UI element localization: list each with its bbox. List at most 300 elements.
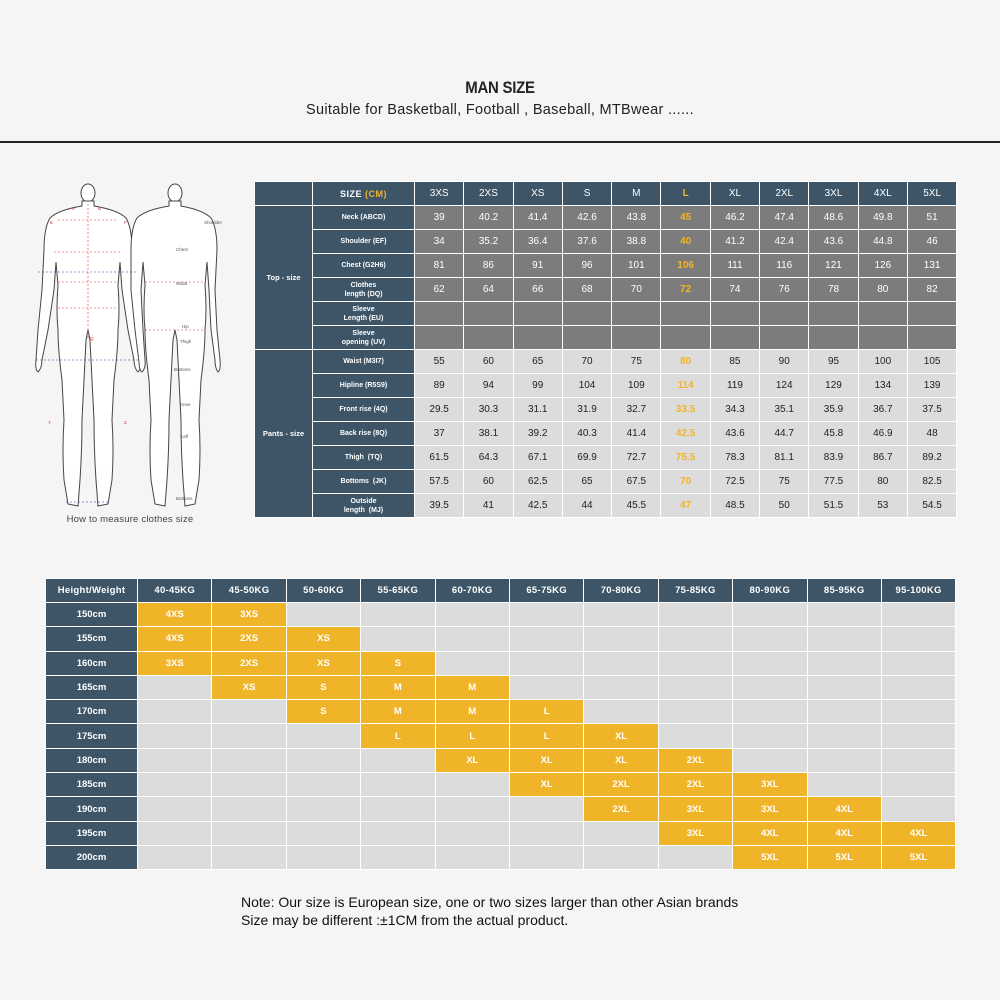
recommended-size-cell — [435, 627, 509, 651]
recommended-size-cell: 4XL — [881, 821, 955, 845]
recommended-size-cell — [361, 797, 435, 821]
measurement-value — [562, 326, 611, 350]
measurement-value: 134 — [858, 374, 907, 398]
measurement-value: 91 — [513, 254, 562, 278]
measurement-label: Chest (G2H6) — [313, 254, 415, 278]
measurement-value: 32.7 — [612, 398, 661, 422]
size-column-header: XL — [710, 182, 759, 206]
measurement-value — [415, 326, 464, 350]
height-row-header: 185cm — [46, 773, 138, 797]
recommended-size-cell — [733, 651, 807, 675]
measurement-value: 36.7 — [858, 398, 907, 422]
measurement-value: 42.6 — [562, 206, 611, 230]
measurement-value — [612, 302, 661, 326]
measurement-value: 65 — [513, 350, 562, 374]
svg-text:B: B — [98, 206, 102, 211]
measurement-value — [464, 302, 513, 326]
recommended-size-cell — [584, 651, 658, 675]
hw-table-row — [46, 724, 956, 748]
measurement-value: 114 — [661, 374, 710, 398]
measurement-label: Clothes length (DQ) — [313, 278, 415, 302]
recommended-size-cell — [881, 700, 955, 724]
recommended-size-cell — [881, 675, 955, 699]
measurement-label: Sleeve opening (UV) — [313, 326, 415, 350]
measurement-value: 43.6 — [710, 422, 759, 446]
recommended-size-cell — [212, 748, 286, 772]
svg-text:Shoulder: Shoulder — [204, 220, 223, 225]
weight-column-header: 75-85KG — [658, 579, 732, 603]
recommended-size-cell: XL — [584, 724, 658, 748]
measurement-value: 39.5 — [415, 494, 464, 518]
measurement-value: 72.7 — [612, 446, 661, 470]
measurement-value: 126 — [858, 254, 907, 278]
measurement-value: 57.5 — [415, 470, 464, 494]
recommended-size-cell — [584, 603, 658, 627]
svg-text:A: A — [72, 206, 76, 211]
measurement-value: 45.8 — [809, 422, 858, 446]
recommended-size-cell — [361, 821, 435, 845]
recommended-size-cell — [658, 724, 732, 748]
measurement-value: 40 — [661, 230, 710, 254]
recommended-size-cell: M — [435, 675, 509, 699]
measurement-value: 47 — [661, 494, 710, 518]
note-line-2: Size may be different :±1CM from the actual product. — [241, 912, 569, 928]
measurement-value: 46.9 — [858, 422, 907, 446]
recommended-size-cell — [286, 603, 360, 627]
recommended-size-cell — [658, 651, 732, 675]
recommended-size-cell — [286, 797, 360, 821]
svg-text:E: E — [50, 220, 54, 225]
recommended-size-cell: 4XS — [138, 627, 212, 651]
measurement-value: 50 — [760, 494, 809, 518]
recommended-size-cell: XL — [509, 748, 583, 772]
recommended-size-cell — [733, 724, 807, 748]
recommended-size-cell: L — [509, 700, 583, 724]
measurement-value: 75.5 — [661, 446, 710, 470]
measurement-value: 78.3 — [710, 446, 759, 470]
size-table-row — [255, 494, 957, 518]
size-header-label — [313, 182, 415, 206]
recommended-size-cell: L — [361, 724, 435, 748]
measurement-value: 95 — [809, 350, 858, 374]
measurement-value: 42.5 — [513, 494, 562, 518]
size-group-label: Top - size — [255, 206, 313, 350]
measurement-value: 89.2 — [907, 446, 956, 470]
measurement-value: 42.5 — [661, 422, 710, 446]
measurement-value: 42.4 — [760, 230, 809, 254]
measurement-label: Shoulder (EF) — [313, 230, 415, 254]
measurement-value — [907, 302, 956, 326]
measurement-value: 33.5 — [661, 398, 710, 422]
recommended-size-cell: XL — [509, 773, 583, 797]
recommended-size-cell — [881, 651, 955, 675]
recommended-size-cell: 3XS — [212, 603, 286, 627]
measurement-value: 48.6 — [809, 206, 858, 230]
measurement-value: 76 — [760, 278, 809, 302]
measurement-value: 51.5 — [809, 494, 858, 518]
recommended-size-cell: 2XS — [212, 627, 286, 651]
measurement-label: Sleeve Length (EU) — [313, 302, 415, 326]
recommended-size-cell: 4XL — [733, 821, 807, 845]
recommended-size-cell — [286, 821, 360, 845]
recommended-size-cell — [138, 748, 212, 772]
measurement-value: 111 — [710, 254, 759, 278]
recommended-size-cell: 2XL — [584, 773, 658, 797]
divider — [0, 141, 1000, 143]
size-column-header: 4XL — [858, 182, 907, 206]
recommended-size-cell — [807, 651, 881, 675]
measurement-value: 45 — [661, 206, 710, 230]
recommended-size-cell — [138, 773, 212, 797]
measurement-value: 124 — [760, 374, 809, 398]
measurement-value: 86.7 — [858, 446, 907, 470]
recommended-size-cell: M — [361, 675, 435, 699]
recommended-size-cell — [807, 627, 881, 651]
measurement-value: 60 — [464, 470, 513, 494]
recommended-size-cell — [212, 700, 286, 724]
measurement-value: 38.8 — [612, 230, 661, 254]
hw-corner-label: Height/Weight — [46, 579, 138, 603]
size-column-header: M — [612, 182, 661, 206]
hw-table-row — [46, 748, 956, 772]
measurement-value: 51 — [907, 206, 956, 230]
measurement-value: 121 — [809, 254, 858, 278]
measurement-value: 70 — [661, 470, 710, 494]
size-table-row — [255, 326, 957, 350]
measurement-value: 75 — [612, 350, 661, 374]
svg-text:Calf: Calf — [180, 434, 189, 439]
recommended-size-cell — [807, 724, 881, 748]
recommended-size-cell — [733, 675, 807, 699]
measurement-value: 48.5 — [710, 494, 759, 518]
measurement-value: 46.2 — [710, 206, 759, 230]
size-table-row — [255, 206, 957, 230]
recommended-size-cell — [881, 797, 955, 821]
recommended-size-cell — [881, 773, 955, 797]
height-row-header: 200cm — [46, 845, 138, 869]
recommended-size-cell — [807, 603, 881, 627]
size-table-row — [255, 374, 957, 398]
svg-text:Bottoms: Bottoms — [176, 496, 193, 501]
note-line-1: Note: Our size is European size, one or two sizes larger than other Asian brands — [241, 894, 739, 910]
svg-text:Thigh: Thigh — [180, 339, 192, 344]
measurement-value: 36.4 — [513, 230, 562, 254]
height-row-header: 175cm — [46, 724, 138, 748]
measurement-value: 49.8 — [858, 206, 907, 230]
hw-table-row — [46, 821, 956, 845]
measurement-value: 80 — [661, 350, 710, 374]
hw-table-row — [46, 797, 956, 821]
size-table-row — [255, 254, 957, 278]
measurement-value: 37.6 — [562, 230, 611, 254]
hw-table-row — [46, 651, 956, 675]
measurement-value — [710, 302, 759, 326]
weight-column-header: 40-45KG — [138, 579, 212, 603]
measurement-value: 44 — [562, 494, 611, 518]
measurement-label: Neck (ABCD) — [313, 206, 415, 230]
svg-text:Y: Y — [48, 420, 52, 425]
recommended-size-cell — [212, 797, 286, 821]
page-title: MAN SIZE — [465, 78, 535, 97]
recommended-size-cell — [509, 627, 583, 651]
size-chart-table — [254, 181, 957, 518]
recommended-size-cell: L — [435, 724, 509, 748]
recommended-size-cell — [286, 845, 360, 869]
recommended-size-cell: XS — [286, 627, 360, 651]
measurement-value: 83.9 — [809, 446, 858, 470]
measurement-value — [760, 302, 809, 326]
recommended-size-cell: 4XL — [807, 797, 881, 821]
svg-text:Chest: Chest — [176, 247, 188, 252]
size-table-row — [255, 398, 957, 422]
measurement-value: 37 — [415, 422, 464, 446]
measurement-value: 40.3 — [562, 422, 611, 446]
page-subtitle: Suitable for Basketball, Football , Baseball, MTBwear ...... — [306, 102, 694, 118]
svg-text:Knee: Knee — [180, 402, 191, 407]
measurement-value: 139 — [907, 374, 956, 398]
svg-text:Waist: Waist — [176, 281, 188, 286]
measurement-label: Hipline (R5S9) — [313, 374, 415, 398]
recommended-size-cell: XL — [584, 748, 658, 772]
weight-column-header: 85-95KG — [807, 579, 881, 603]
measurement-value: 39.2 — [513, 422, 562, 446]
recommended-size-cell — [435, 845, 509, 869]
measurement-value: 90 — [760, 350, 809, 374]
measurement-value: 100 — [858, 350, 907, 374]
recommended-size-cell: XS — [286, 651, 360, 675]
weight-column-header: 65-75KG — [509, 579, 583, 603]
recommended-size-cell — [509, 797, 583, 821]
size-group-label: Pants - size — [255, 350, 313, 518]
svg-text:Hip: Hip — [182, 324, 189, 329]
recommended-size-cell — [807, 675, 881, 699]
recommended-size-cell: 2XL — [658, 748, 732, 772]
recommended-size-cell — [584, 627, 658, 651]
measurement-value: 131 — [907, 254, 956, 278]
measurement-value: 78 — [809, 278, 858, 302]
recommended-size-cell — [509, 603, 583, 627]
size-table-corner — [255, 182, 313, 206]
measurement-value: 68 — [562, 278, 611, 302]
size-column-header: 3XS — [415, 182, 464, 206]
measurement-value: 67.5 — [612, 470, 661, 494]
recommended-size-cell — [435, 651, 509, 675]
measurement-value: 81.1 — [760, 446, 809, 470]
measurement-value: 35.1 — [760, 398, 809, 422]
measurement-value: 29.5 — [415, 398, 464, 422]
recommended-size-cell — [286, 773, 360, 797]
recommended-size-cell: 5XL — [881, 845, 955, 869]
height-row-header: 195cm — [46, 821, 138, 845]
recommended-size-cell — [807, 700, 881, 724]
size-table-row — [255, 278, 957, 302]
recommended-size-cell — [658, 627, 732, 651]
measurement-value: 64 — [464, 278, 513, 302]
recommended-size-cell — [361, 773, 435, 797]
recommended-size-cell — [212, 724, 286, 748]
measurement-value: 70 — [562, 350, 611, 374]
measurement-value — [612, 326, 661, 350]
recommended-size-cell — [212, 845, 286, 869]
measurement-value — [661, 302, 710, 326]
measurement-value: 61.5 — [415, 446, 464, 470]
recommended-size-cell: 3XL — [733, 773, 807, 797]
measurement-value — [907, 326, 956, 350]
recommended-size-cell — [286, 748, 360, 772]
measurement-value — [513, 326, 562, 350]
measurement-value: 94 — [464, 374, 513, 398]
recommended-size-cell: 5XL — [807, 845, 881, 869]
size-column-header: 3XL — [809, 182, 858, 206]
measurement-value: 54.5 — [907, 494, 956, 518]
recommended-size-cell — [658, 675, 732, 699]
recommended-size-cell — [138, 845, 212, 869]
recommended-size-cell — [658, 845, 732, 869]
measurement-value: 47.4 — [760, 206, 809, 230]
measurement-value — [513, 302, 562, 326]
recommended-size-cell — [361, 748, 435, 772]
measurement-label: Waist (M3I7) — [313, 350, 415, 374]
measurement-value: 41.4 — [612, 422, 661, 446]
size-column-header: L — [661, 182, 710, 206]
recommended-size-cell: 4XL — [807, 821, 881, 845]
measurement-value: 43.6 — [809, 230, 858, 254]
measurement-value — [415, 302, 464, 326]
weight-column-header: 45-50KG — [212, 579, 286, 603]
measurement-value: 64.3 — [464, 446, 513, 470]
recommended-size-cell — [733, 700, 807, 724]
height-row-header: 170cm — [46, 700, 138, 724]
measurement-value: 82 — [907, 278, 956, 302]
recommended-size-cell: S — [286, 675, 360, 699]
recommended-size-cell — [658, 700, 732, 724]
height-weight-table — [45, 578, 956, 870]
measurement-value: 46 — [907, 230, 956, 254]
recommended-size-cell — [881, 627, 955, 651]
measurement-value: 40.2 — [464, 206, 513, 230]
hw-table-row — [46, 700, 956, 724]
recommended-size-cell: 3XL — [658, 821, 732, 845]
measurement-value — [661, 326, 710, 350]
measurement-value: 80 — [858, 278, 907, 302]
measurement-label: Front rise (4Q) — [313, 398, 415, 422]
size-table-row — [255, 350, 957, 374]
recommended-size-cell — [212, 821, 286, 845]
measurement-value: 62.5 — [513, 470, 562, 494]
measurement-value: 41.4 — [513, 206, 562, 230]
measurement-value: 77.5 — [809, 470, 858, 494]
measurement-value: 66 — [513, 278, 562, 302]
recommended-size-cell: S — [286, 700, 360, 724]
measurement-value: 106 — [661, 254, 710, 278]
recommended-size-cell — [584, 700, 658, 724]
measurement-value: 119 — [710, 374, 759, 398]
recommended-size-cell — [138, 675, 212, 699]
measurement-value: 34 — [415, 230, 464, 254]
measurement-value: 80 — [858, 470, 907, 494]
recommended-size-cell — [286, 724, 360, 748]
measurement-value: 85 — [710, 350, 759, 374]
size-table-row — [255, 302, 957, 326]
measurement-value: 86 — [464, 254, 513, 278]
recommended-size-cell — [733, 603, 807, 627]
recommended-size-cell — [509, 845, 583, 869]
measurement-value: 41.2 — [710, 230, 759, 254]
recommended-size-cell — [138, 797, 212, 821]
measurement-label: Back rise (8Q) — [313, 422, 415, 446]
measurement-value: 48 — [907, 422, 956, 446]
recommended-size-cell: 2XS — [212, 651, 286, 675]
hw-table-row — [46, 845, 956, 869]
recommended-size-cell — [138, 700, 212, 724]
measurement-value: 81 — [415, 254, 464, 278]
recommended-size-cell — [807, 773, 881, 797]
measurement-value: 75 — [760, 470, 809, 494]
size-column-header: 5XL — [907, 182, 956, 206]
measurement-value: 129 — [809, 374, 858, 398]
size-table-row — [255, 470, 957, 494]
measurement-value: 104 — [562, 374, 611, 398]
measurement-value: 35.9 — [809, 398, 858, 422]
measurement-value — [809, 302, 858, 326]
recommended-size-cell: 4XS — [138, 603, 212, 627]
size-table-row — [255, 230, 957, 254]
measurement-value: 35.2 — [464, 230, 513, 254]
recommended-size-cell: 3XL — [658, 797, 732, 821]
measurement-value: 69.9 — [562, 446, 611, 470]
recommended-size-cell — [509, 675, 583, 699]
measurement-value: 44.8 — [858, 230, 907, 254]
measurement-value: 116 — [760, 254, 809, 278]
recommended-size-cell — [435, 797, 509, 821]
measurement-value: 44.7 — [760, 422, 809, 446]
height-row-header: 180cm — [46, 748, 138, 772]
measurement-value: 82.5 — [907, 470, 956, 494]
size-unit: (CM) — [365, 188, 388, 199]
height-row-header: 155cm — [46, 627, 138, 651]
measurement-value — [710, 326, 759, 350]
weight-column-header: 95-100KG — [881, 579, 955, 603]
height-row-header: 160cm — [46, 651, 138, 675]
recommended-size-cell — [435, 603, 509, 627]
measurement-value: 30.3 — [464, 398, 513, 422]
recommended-size-cell — [138, 724, 212, 748]
measurement-value: 101 — [612, 254, 661, 278]
measurement-value: 99 — [513, 374, 562, 398]
recommended-size-cell — [435, 773, 509, 797]
size-note — [241, 893, 738, 929]
measurement-label: Thigh (TQ) — [313, 446, 415, 470]
size-column-header: 2XS — [464, 182, 513, 206]
measurement-label: Bottoms (JK) — [313, 470, 415, 494]
weight-column-header: 50-60KG — [286, 579, 360, 603]
measurement-label: Outside length (MJ) — [313, 494, 415, 518]
measurement-value: 74 — [710, 278, 759, 302]
measurement-value: 38.1 — [464, 422, 513, 446]
measurement-value: 62 — [415, 278, 464, 302]
recommended-size-cell — [881, 748, 955, 772]
measurement-value — [464, 326, 513, 350]
hw-table-row — [46, 675, 956, 699]
weight-column-header: 55-65KG — [361, 579, 435, 603]
recommended-size-cell: L — [509, 724, 583, 748]
size-column-header: 2XL — [760, 182, 809, 206]
size-label: SIZE — [339, 188, 362, 199]
measurement-value: 65 — [562, 470, 611, 494]
measurement-value: 72.5 — [710, 470, 759, 494]
measurement-value: 89 — [415, 374, 464, 398]
recommended-size-cell: 5XL — [733, 845, 807, 869]
